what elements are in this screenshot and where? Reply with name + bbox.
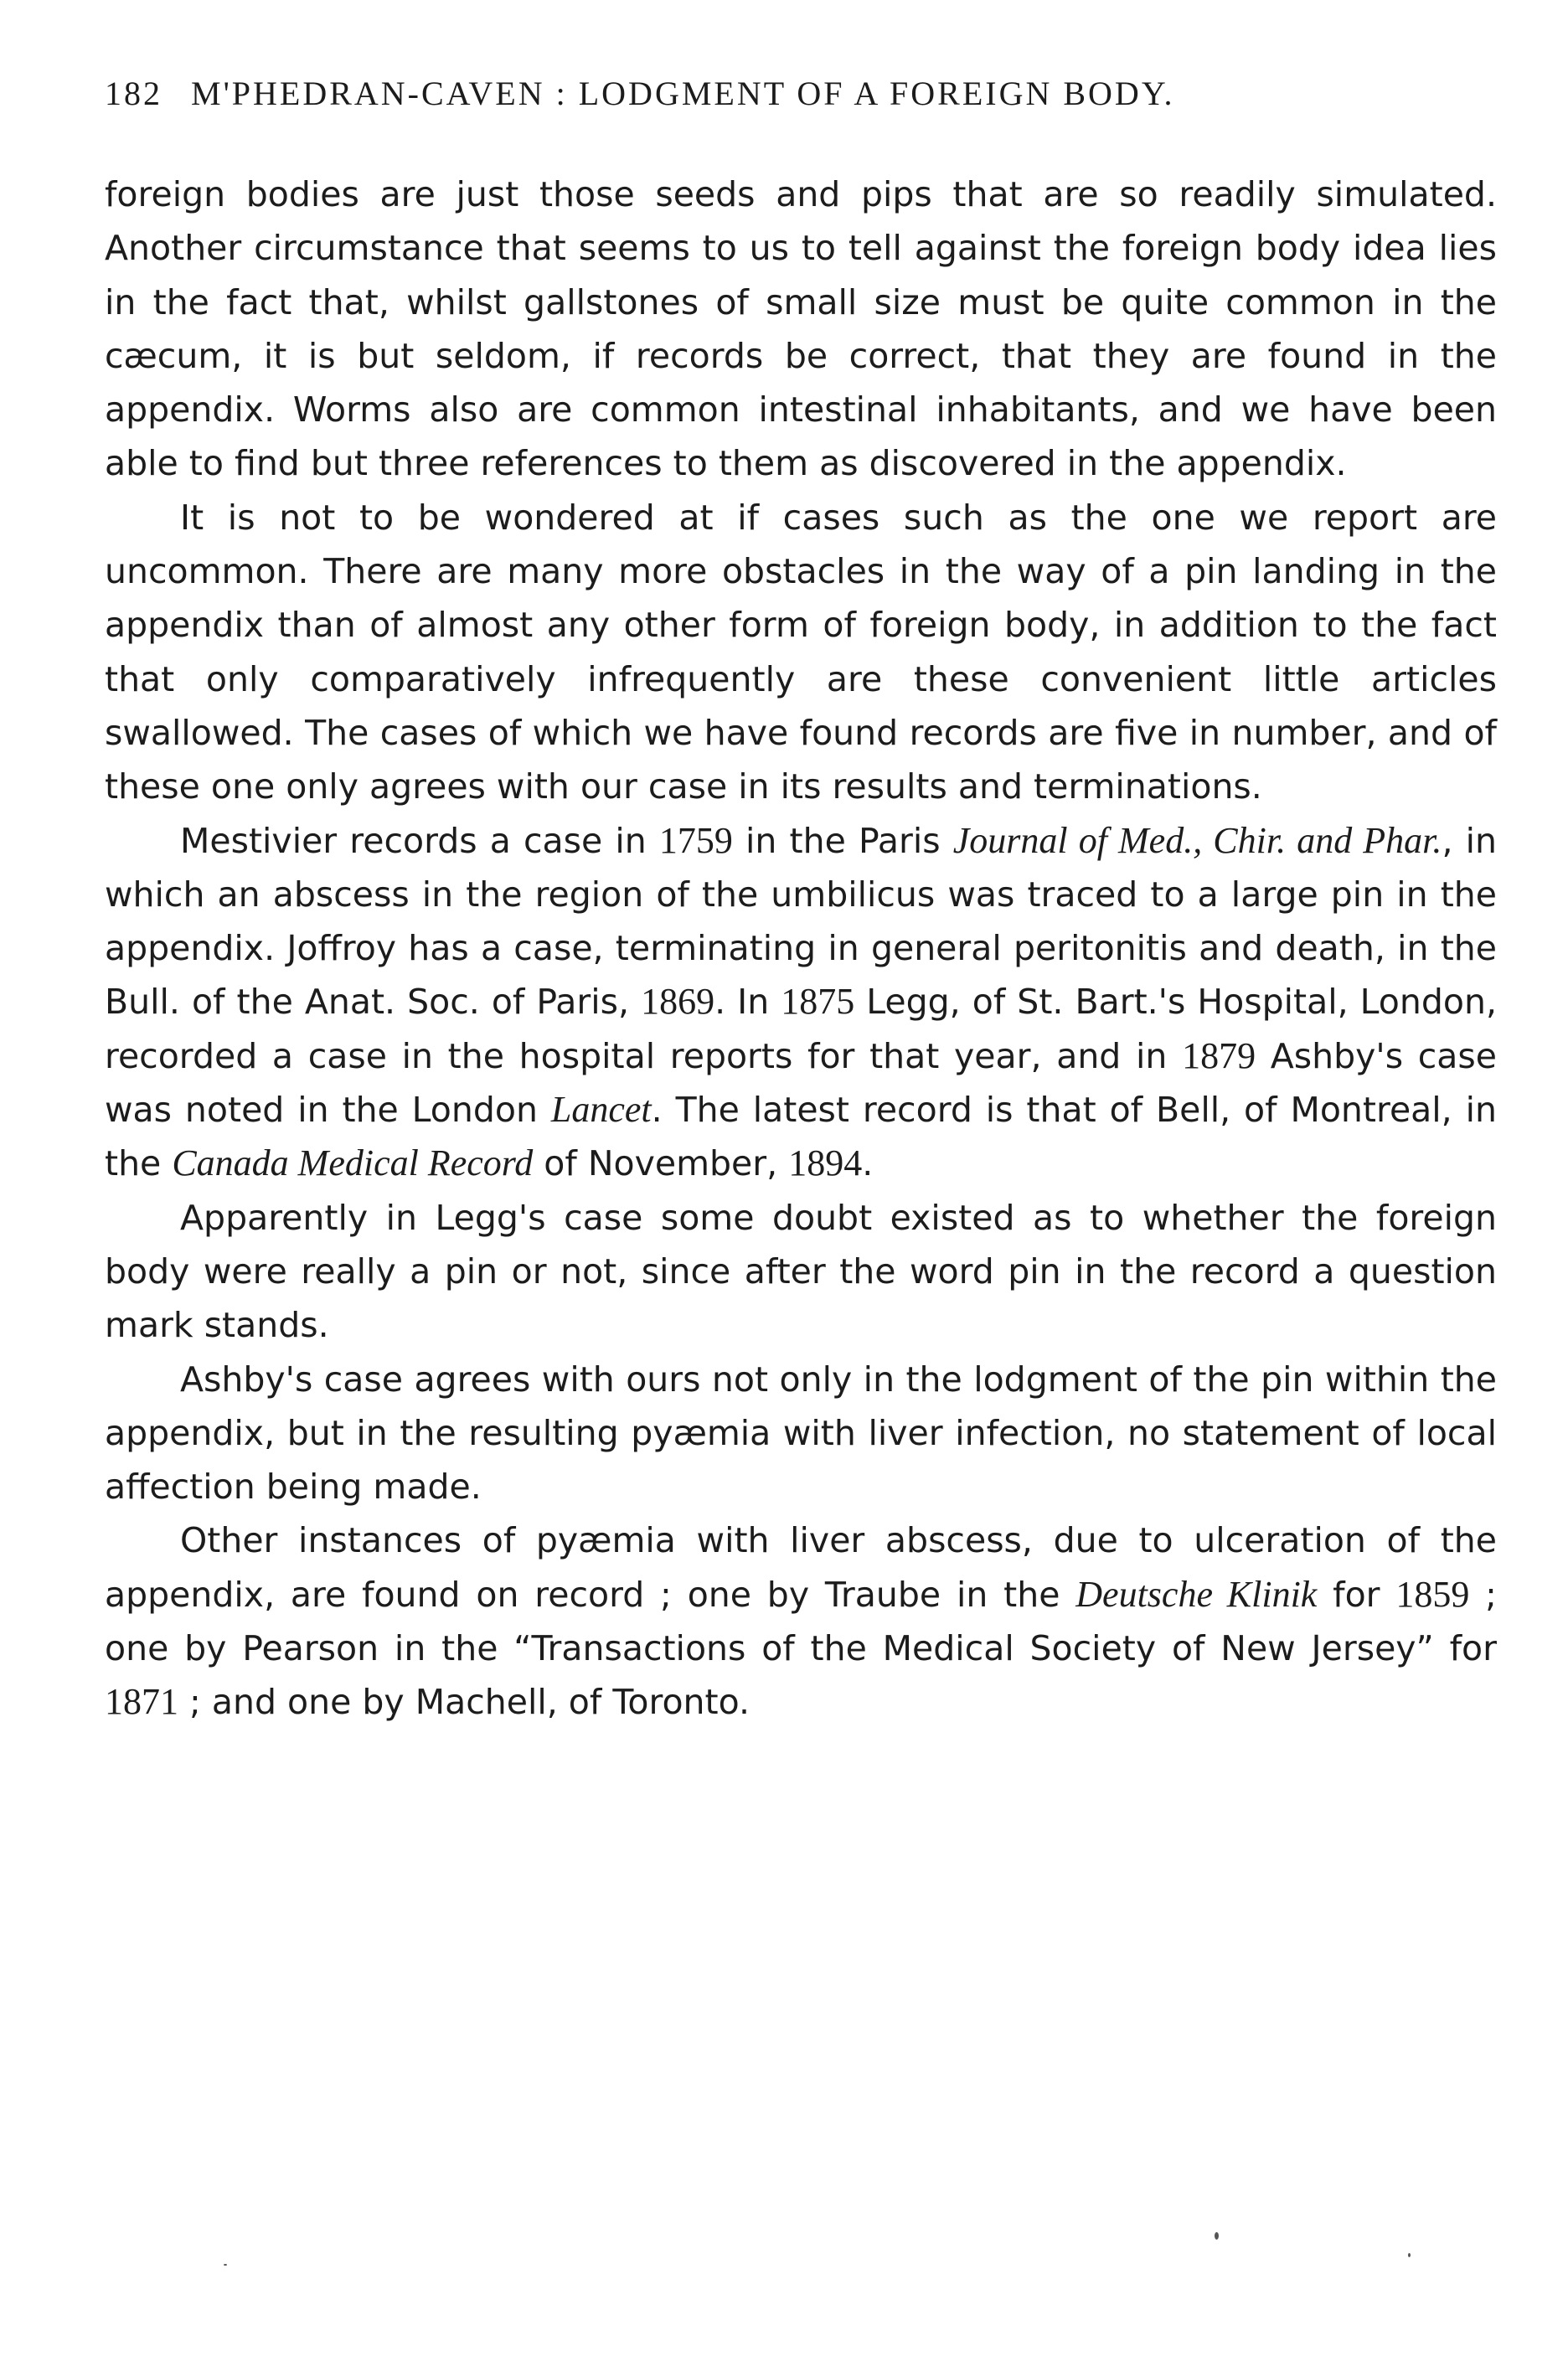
scan-speck [224, 2264, 227, 2266]
running-head [105, 74, 1478, 113]
running-title: M'PHEDRAN-CAVEN : LODGMENT OF A FOREIGN BODY. [191, 75, 1175, 112]
year: 1875 [781, 981, 855, 1023]
scan-speck [1215, 2232, 1219, 2240]
italic-title: Deutsche Klinik [1075, 1573, 1318, 1615]
text-segment: . In [714, 982, 781, 1023]
body-text [105, 168, 1497, 1730]
text-segment: for [1317, 1574, 1396, 1615]
text-segment: , in which an abscess in the region of the umbilicus was traced to a large pin in the appendix. Joffroy has a case, terminating in general peritonitis and death, in the Bull. of the Anat. Soc. of Paris, [105, 820, 1497, 1023]
text-segment: ; and one by Machell, of Toronto. [178, 1682, 750, 1723]
year: 1759 [658, 819, 733, 861]
paragraph: It is not to be wondered at if cases such as the one we report are uncommon. There are many more obstacles in the way of a pin landing in the appendix than of almost any other form of foreign body, in addition to the fact that only comparatively infrequently are these convenient little articles swallowed. The cases of which we have found records are five in number, and of these one only agrees with our case in its results and terminations. [105, 497, 1497, 807]
text-segment: ; one by Pearson in the “Transactions of the Medical Society of New Jersey” for [105, 1574, 1497, 1669]
year: 1871 [105, 1681, 178, 1723]
paragraph [105, 1513, 1497, 1729]
text-segment: Ashby's case was noted in the London [105, 1035, 1497, 1131]
italic-title: Lancet [550, 1089, 652, 1131]
year: 1869 [641, 981, 715, 1023]
year: 1879 [1182, 1034, 1256, 1076]
text-segment: Other instances of pyæmia with liver abscess, due to ulceration of the appendix, are found on record ; one by Traube in the [105, 1520, 1497, 1615]
text-segment: of November, [533, 1143, 789, 1184]
paragraph: foreign bodies are just those seeds and pips that are so readily simulated. Another circumstance that seems to us to tell against the foreign body idea lies in the fact that, whilst gallstones of small size must be quite common in the cæcum, it is but seldom, if records be correct, that they are found in the appendix. Worms also are common intestinal inhabitants, and we have been able to find but three references to them as discovered in the appendix. [105, 174, 1497, 484]
year: 1894 [788, 1142, 863, 1184]
paragraph [105, 814, 1497, 1191]
page-number: 182 [105, 75, 162, 112]
text-segment: . The latest record is that of Bell, of Montreal, in the [105, 1090, 1497, 1184]
text-segment: in the Paris [732, 820, 953, 861]
italic-title: Canada Medical Record [172, 1142, 534, 1184]
italic-title: Journal of Med., Chir. and Phar. [952, 819, 1442, 861]
year: 1859 [1395, 1573, 1470, 1615]
paragraph: Ashby's case agrees with ours not only in the lodgment of the pin within the appendix, but in the resulting pyæmia with liver infection, no statement of local affection being made. [105, 1359, 1497, 1508]
text-segment: Mestivier records a case in [180, 820, 659, 861]
paragraph: Apparently in Legg's case some doubt existed as to whether the foreign body were really a pin or not, since after the word pin in the record a question mark stands. [105, 1197, 1497, 1346]
text-segment: . [862, 1143, 874, 1184]
scan-speck [1408, 2253, 1411, 2257]
text-segment: Legg, of St. Bart.'s Hospital, London, recorded a case in the hospital reports for that year, and in [105, 982, 1497, 1076]
